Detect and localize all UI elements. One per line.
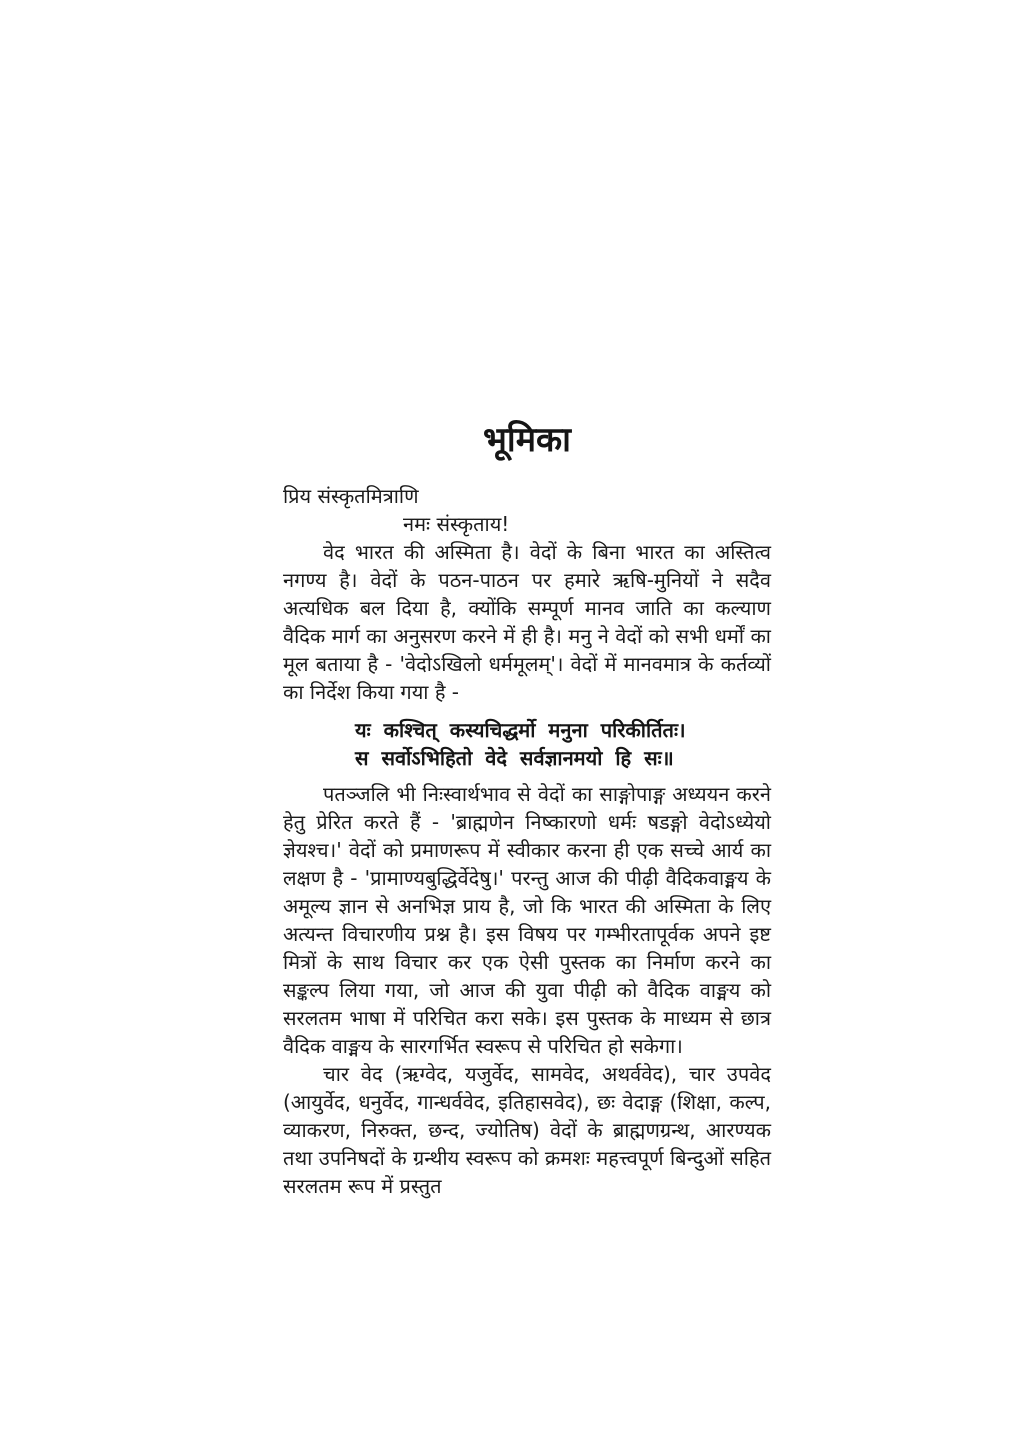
paragraph-1: वेद भारत की अस्मिता है। वेदों के बिना भारत का अस्तित्व नगण्य है। वेदों के पठन-पाठन पर हमारे ऋषि-मुनियों ने सदैव अत्यधिक बल दिया है, क्योंकि सम्पूर्ण मानव जाति का कल्याण वैदिक मार्ग का अनुसरण करने में ही है। मनु ने वेदों को सभी धर्मों का मूल बताया है - 'वेदोऽखिलो धर्ममूलम्'। वेदों में मानवमात्र के कर्तव्यों का निर्देश किया गया है -	[283, 540, 771, 704]
preface-text-block	[283, 416, 771, 1200]
paragraph-3: चार वेद (ऋग्वेद, यजुर्वेद, सामवेद, अथर्ववेद), चार उपवेद (आयुर्वेद, धनुर्वेद, गान्धर्ववेद, इतिहासवेद), छः वेदाङ्ग (शिक्षा, कल्प, व्याकरण, निरुक्त, छन्द, ज्योतिष) वेदों के ब्राह्मणग्रन्थ, आरण्यक तथा उपनिषदों के ग्रन्थीय स्वरूप को क्रमशः महत्त्वपूर्ण बिन्दुओं सहित सरलतम रूप में प्रस्तुत	[283, 1062, 771, 1198]
paragraph-2: पतञ्जलि भी निःस्वार्थभाव से वेदों का साङ्गोपाङ्ग अध्ययन करने हेतु प्रेरित करते हैं - 'ब्राह्मणेन निष्कारणो धर्मः षडङ्गो वेदोऽध्येयो ज्ञेयश्च।' वेदों को प्रमाणरूप में स्वीकार करना ही एक सच्चे आर्य का लक्षण है - 'प्रामाण्यबुद्धिर्वेदेषु।' परन्तु आज की पीढ़ी वैदिकवाङ्मय के अमूल्य ज्ञान से अनभिज्ञ प्राय है, जो कि भारत की अस्मिता के लिए अत्यन्त विचारणीय प्रश्न है। इस विषय पर गम्भीरतापूर्वक अपने इष्ट मित्रों के साथ विचार कर एक ऐसी पुस्तक का निर्माण करने का सङ्कल्प लिया गया, जो आज की युवा पीढ़ी को वैदिक वाङ्मय को सरलतम भाषा में परिचित करा सके। इस पुस्तक के माध्यम से छात्र वैदिक वाङ्मय के सारगर्भित स्वरूप से परिचित हो सकेगा।	[283, 782, 771, 1058]
verse-line-2: स सर्वोऽभिहितो वेदे सर्वज्ञानमयो हि सः॥	[355, 746, 674, 770]
greeting-line: प्रिय संस्कृतमित्राणि	[283, 484, 419, 508]
verse-line-1: यः कश्चित् कस्यचिद्धर्मो मनुना परिकीर्तितः।	[355, 718, 686, 742]
salutation-line: नमः संस्कृताय!	[403, 512, 510, 536]
page-title: भूमिका	[483, 420, 571, 460]
sanskrit-verse	[355, 716, 771, 772]
